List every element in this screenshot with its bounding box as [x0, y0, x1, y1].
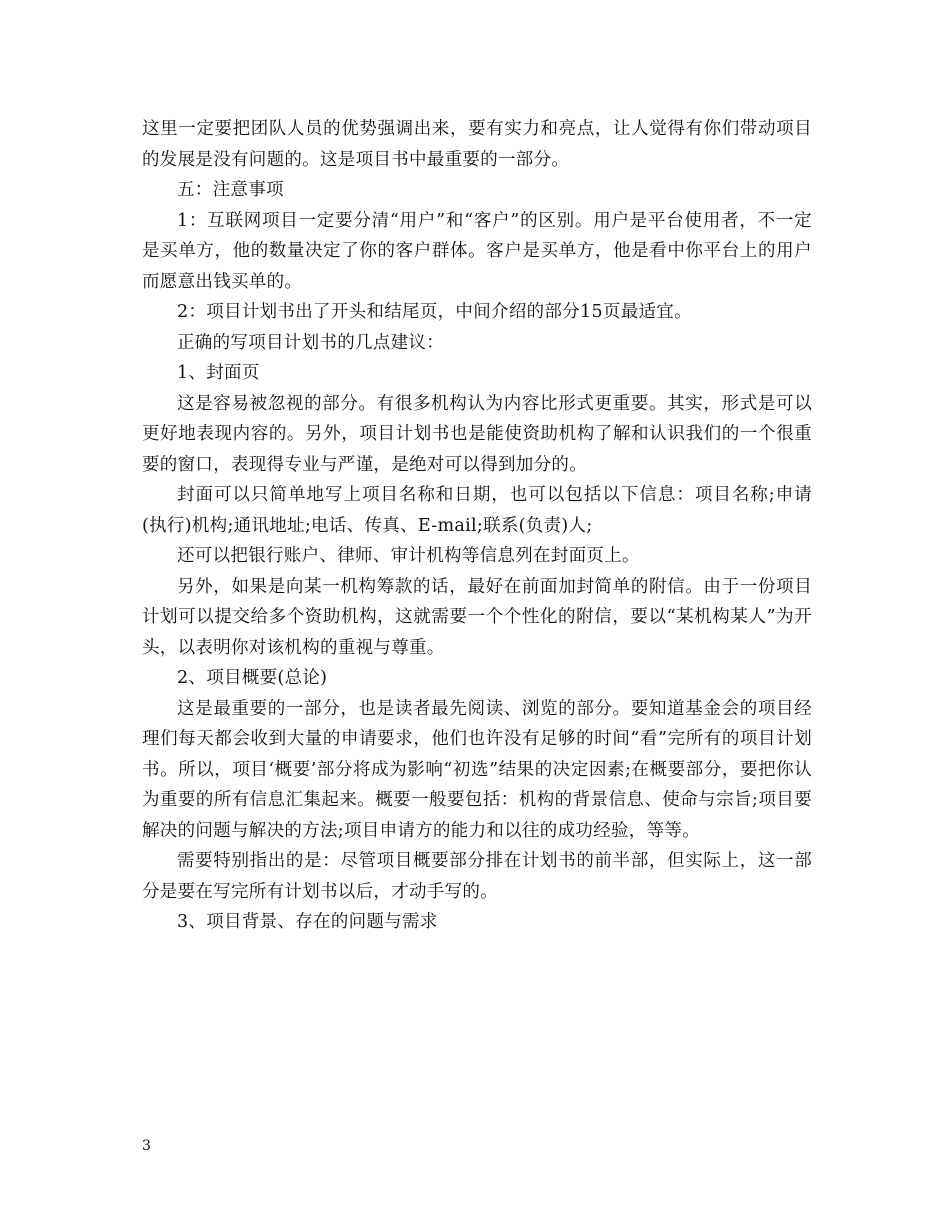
- heading-notes: 五：注意事项: [177, 180, 284, 200]
- heading-cover-page: 1、封面页: [177, 363, 260, 383]
- paragraph-cover-contents: 封面可以只简单地写上项目名称和日期，也可以包括以下信息：项目名称;申请(执行)机构;通讯地址;电话、传真、E-mail;联系(负责)人;: [142, 485, 812, 536]
- paragraph-suggestions-intro: 正确的写项目计划书的几点建议：: [177, 332, 444, 353]
- heading-project-summary: 2、项目概要(总论): [177, 668, 328, 688]
- paragraph-cover-extra-info: 还可以把银行账户、律师、审计机构等信息列在封面页上。: [177, 546, 640, 566]
- document-body: [142, 114, 812, 938]
- paragraph-summary-timing: 需要特别指出的是：尽管项目概要部分排在计划书的前半部，但实际上，这一部分是要在写完所有计划书以后，才动手写的。: [142, 851, 812, 902]
- paragraph-page-count: 2：项目计划书出了开头和结尾页，中间介绍的部分15页最适宜。: [177, 302, 692, 322]
- paragraph-cover-importance: 这是容易被忽视的部分。有很多机构认为内容比形式更重要。其实，形式是可以更好地表现内容的。另外，项目计划书也是能使资助机构了解和认识我们的一个很重要的窗口，表现得专业与严谨，是绝对可以得到加分的。: [142, 393, 812, 475]
- paragraph-cover-letter: 另外，如果是向某一机构筹款的话，最好在前面加封简单的附信。由于一份项目计划可以提交给多个资助机构，这就需要一个个性化的附信，要以“某机构某人”为开头，以表明你对该机构的重视与尊重。: [142, 576, 812, 658]
- page-number: 3: [142, 1138, 151, 1154]
- paragraph-summary-importance: 这是最重要的一部分，也是读者最先阅读、浏览的部分。要知道基金会的项目经理们每天都会收到大量的申请要求，他们也许没有足够的时间“看”完所有的项目计划书。所以，项目‘概要’部分将成为影响“初选”结果的决定因素;在概要部分，要把你认为重要的所有信息汇集起来。概要一般要包括：机构的背景信息、使命与宗旨;项目要解决的问题与解决的方法;项目申请方的能力和以往的成功经验，等等。: [142, 698, 812, 841]
- paragraph-users-vs-customers: 1：互联网项目一定要分清“用户”和“客户”的区别。用户是平台使用者，不一定是买单方，他的数量决定了你的客户群体。客户是买单方，他是看中你平台上的用户而愿意出钱买单的。: [142, 210, 812, 292]
- heading-project-background: 3、项目背景、存在的问题与需求: [177, 912, 438, 932]
- paragraph-team-strengths: 这里一定要把团队人员的优势强调出来，要有实力和亮点，让人觉得有你们带动项目的发展是没有问题的。这是项目书中最重要的一部分。: [142, 119, 812, 170]
